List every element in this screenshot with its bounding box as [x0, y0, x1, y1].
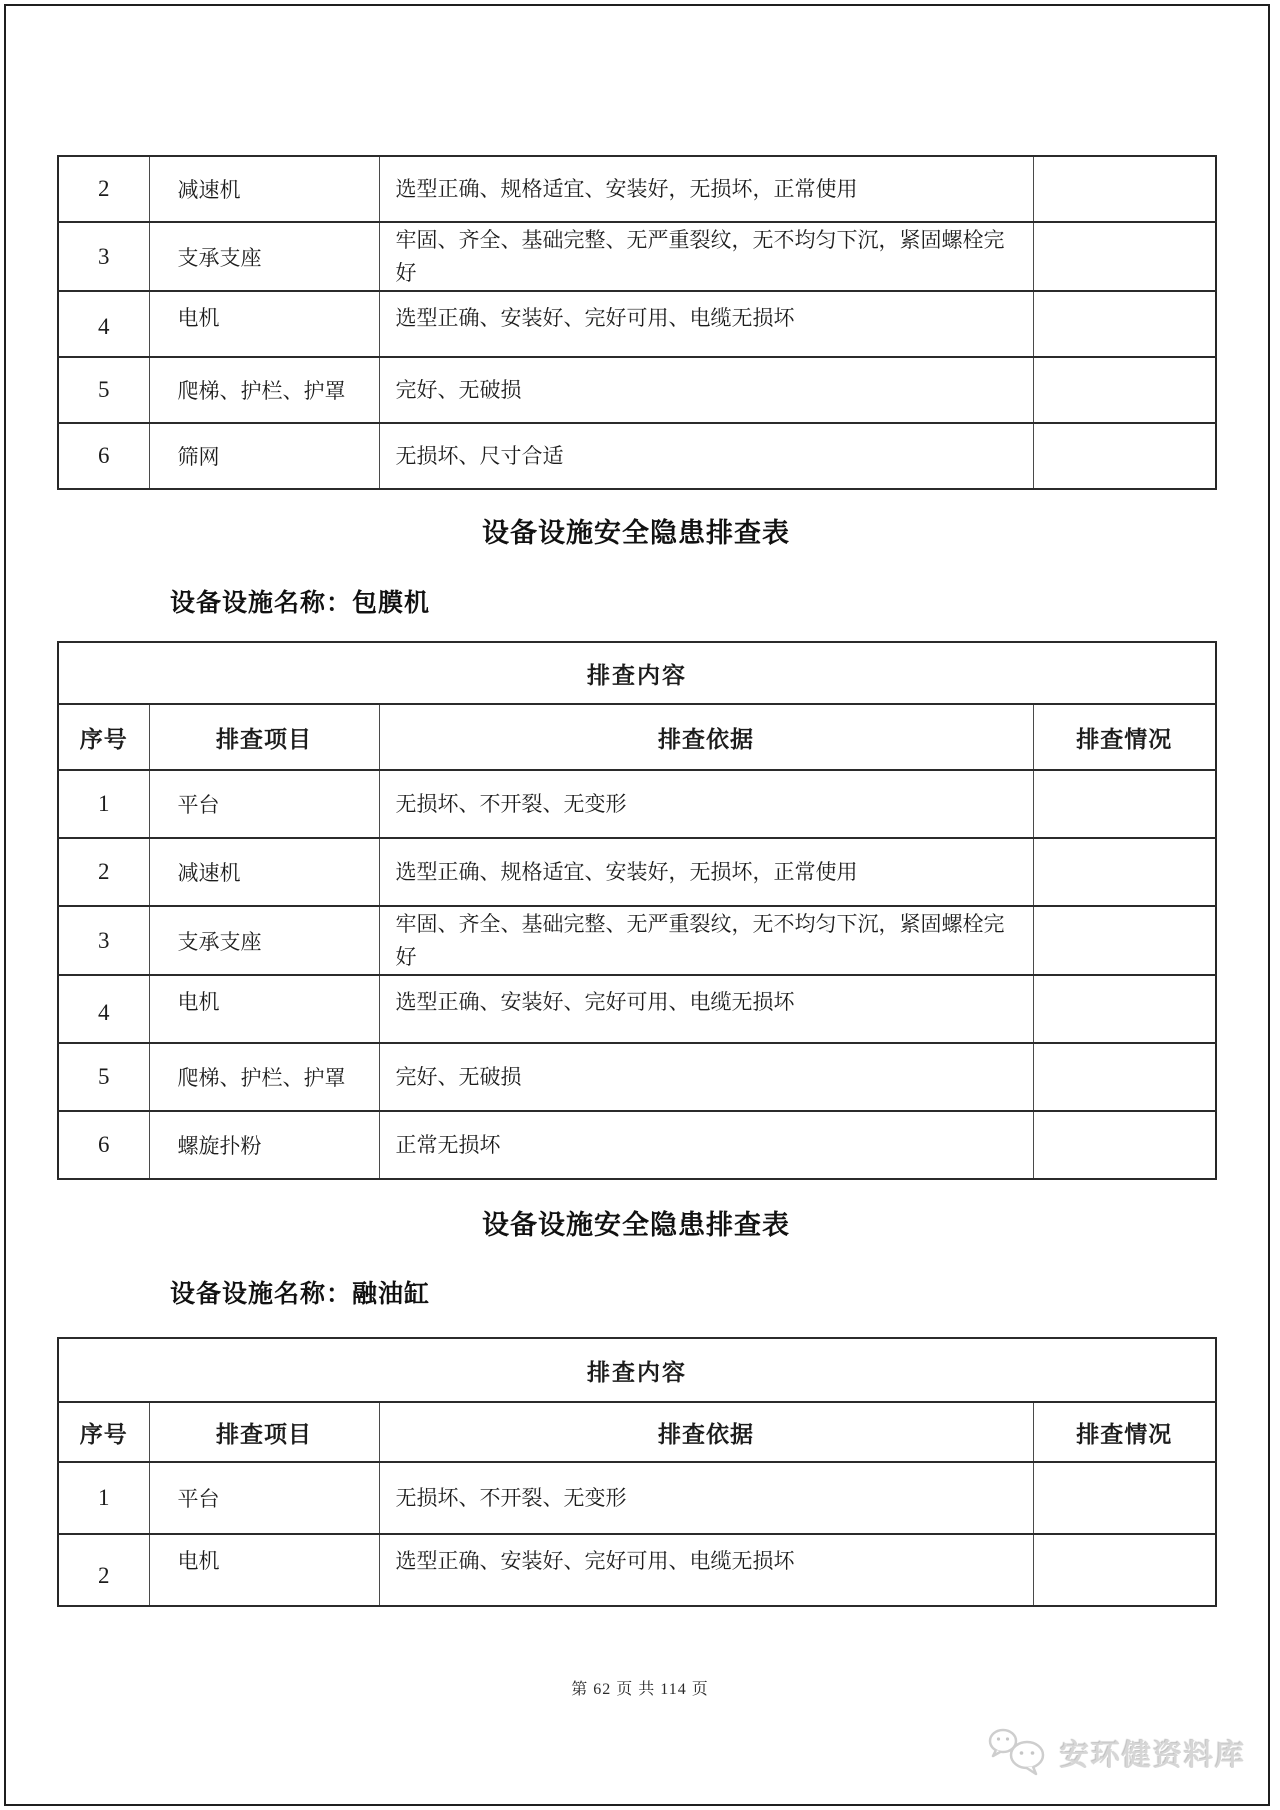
- content-header-row: [58, 1338, 1216, 1402]
- basis-cell: 无损坏、尺寸合适: [379, 423, 1033, 489]
- column-header-row: [58, 704, 1216, 770]
- basis-cell: 牢固、齐全、基础完整、无严重裂纹，无不均匀下沉，紧固螺栓完好: [379, 222, 1033, 291]
- table-row: [58, 357, 1216, 423]
- column-header-num: 序号: [58, 704, 149, 770]
- column-header-status: 排查情况: [1033, 1402, 1216, 1462]
- status-cell: [1033, 838, 1216, 906]
- row-number-cell: 1: [58, 770, 149, 838]
- status-cell: [1033, 1534, 1216, 1606]
- item-cell: 电机: [149, 1534, 379, 1606]
- table-title: 设备设施安全隐患排查表: [482, 518, 790, 548]
- status-cell: [1033, 357, 1216, 423]
- table-row: [58, 222, 1216, 291]
- status-cell: [1033, 770, 1216, 838]
- inspection-table-continuation: [57, 155, 1217, 490]
- table-row: [58, 1111, 1216, 1179]
- status-cell: [1033, 156, 1216, 222]
- status-cell: [1033, 291, 1216, 357]
- item-cell: 支承支座: [149, 906, 379, 975]
- basis-cell: 牢固、齐全、基础完整、无严重裂纹，无不均匀下沉，紧固螺栓完好: [379, 906, 1033, 975]
- device-name-label: 设备设施名称：融油缸: [170, 1280, 431, 1308]
- inspection-table-baomoji: [57, 641, 1217, 1180]
- status-cell: [1033, 975, 1216, 1043]
- row-number-cell: 4: [58, 291, 149, 357]
- status-cell: [1033, 1111, 1216, 1179]
- item-cell: 支承支座: [149, 222, 379, 291]
- status-cell: [1033, 222, 1216, 291]
- column-header-item: 排查项目: [149, 1402, 379, 1462]
- row-number-cell: 2: [58, 838, 149, 906]
- basis-cell: 完好、无破损: [379, 357, 1033, 423]
- column-header-row: [58, 1402, 1216, 1462]
- device-name-label: 设备设施名称：包膜机: [170, 589, 431, 617]
- status-cell: [1033, 423, 1216, 489]
- column-header-basis: 排查依据: [379, 704, 1033, 770]
- basis-cell: 正常无损坏: [379, 1111, 1033, 1179]
- table-row: [58, 838, 1216, 906]
- watermark-text: 安环健资料库: [1059, 1739, 1246, 1772]
- item-cell: 平台: [149, 1462, 379, 1534]
- table-row: [58, 975, 1216, 1043]
- column-header-basis: 排查依据: [379, 1402, 1033, 1462]
- table-row: [58, 156, 1216, 222]
- item-cell: 电机: [149, 291, 379, 357]
- row-number-cell: 3: [58, 906, 149, 975]
- status-cell: [1033, 1043, 1216, 1111]
- table-title: 设备设施安全隐患排查表: [482, 1210, 790, 1240]
- item-cell: 平台: [149, 770, 379, 838]
- basis-cell: 无损坏、不开裂、无变形: [379, 770, 1033, 838]
- page-number-footer: 第 62 页 共 114 页: [571, 1681, 709, 1698]
- column-header-status: 排查情况: [1033, 704, 1216, 770]
- row-number-cell: 6: [58, 1111, 149, 1179]
- column-header-item: 排查项目: [149, 704, 379, 770]
- row-number-cell: 5: [58, 1043, 149, 1111]
- row-number-cell: 4: [58, 975, 149, 1043]
- content-header-cell: 排查内容: [58, 642, 1216, 704]
- item-cell: 电机: [149, 975, 379, 1043]
- basis-cell: 无损坏、不开裂、无变形: [379, 1462, 1033, 1534]
- row-number-cell: 2: [58, 156, 149, 222]
- row-number-cell: 6: [58, 423, 149, 489]
- item-cell: 筛网: [149, 423, 379, 489]
- item-cell: 减速机: [149, 838, 379, 906]
- table-row: [58, 770, 1216, 838]
- item-cell: 爬梯、护栏、护罩: [149, 1043, 379, 1111]
- basis-cell: 选型正确、安装好、完好可用、电缆无损坏: [379, 1534, 1033, 1606]
- watermark: [986, 1726, 1246, 1780]
- table-row: [58, 423, 1216, 489]
- item-cell: 螺旋扑粉: [149, 1111, 379, 1179]
- row-number-cell: 5: [58, 357, 149, 423]
- table-row: [58, 906, 1216, 975]
- row-number-cell: 3: [58, 222, 149, 291]
- wechat-icon: [986, 1726, 1050, 1780]
- basis-cell: 选型正确、规格适宜、安装好，无损坏，正常使用: [379, 156, 1033, 222]
- status-cell: [1033, 1462, 1216, 1534]
- item-cell: 爬梯、护栏、护罩: [149, 357, 379, 423]
- table-row: [58, 1534, 1216, 1606]
- content-header-row: [58, 642, 1216, 704]
- basis-cell: 选型正确、安装好、完好可用、电缆无损坏: [379, 975, 1033, 1043]
- row-number-cell: 2: [58, 1534, 149, 1606]
- content-header-cell: 排查内容: [58, 1338, 1216, 1402]
- table-row: [58, 291, 1216, 357]
- basis-cell: 选型正确、安装好、完好可用、电缆无损坏: [379, 291, 1033, 357]
- row-number-cell: 1: [58, 1462, 149, 1534]
- status-cell: [1033, 906, 1216, 975]
- inspection-table-rongyougang: [57, 1337, 1217, 1607]
- table-row: [58, 1462, 1216, 1534]
- basis-cell: 完好、无破损: [379, 1043, 1033, 1111]
- item-cell: 减速机: [149, 156, 379, 222]
- table-row: [58, 1043, 1216, 1111]
- column-header-num: 序号: [58, 1402, 149, 1462]
- basis-cell: 选型正确、规格适宜、安装好，无损坏，正常使用: [379, 838, 1033, 906]
